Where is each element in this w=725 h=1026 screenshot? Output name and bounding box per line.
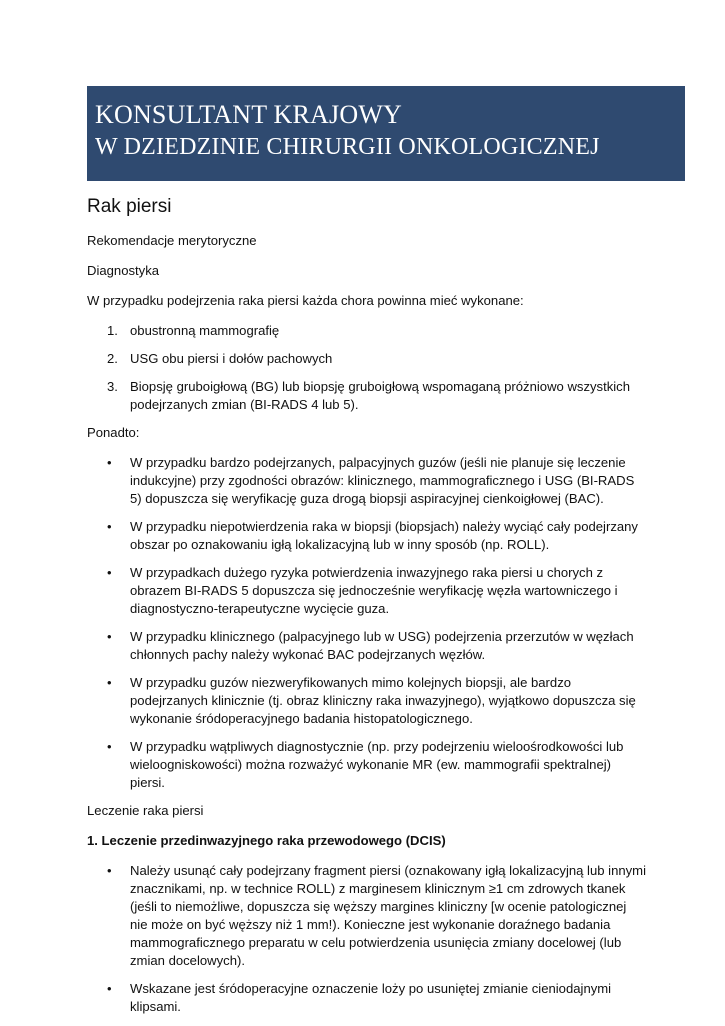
list-item bbox=[87, 350, 647, 368]
bullet-text: W przypadkach dużego ryzyka potwierdzenia inwazyjnego raka piersi u chorych z obrazem BI-RADS 5 dopuszcza się jednocześnie weryfikację węzła wartowniczego i diagnostyczno-terapeutyczne wycięcie guza. bbox=[130, 565, 618, 616]
heading-dcis: 1. Leczenie przedinwazyjnego raka przewodowego (DCIS) bbox=[87, 833, 446, 848]
bullet-icon: • bbox=[107, 455, 112, 470]
banner-title-line2: W DZIEDZINIE CHIRURGII ONKOLOGICZNEJ bbox=[95, 134, 600, 160]
page-title: Rak piersi bbox=[87, 196, 172, 217]
bullet-item bbox=[87, 628, 647, 664]
diagnostics-bullet-list bbox=[87, 454, 647, 792]
list-number: 1. bbox=[107, 323, 118, 338]
list-number: 2. bbox=[107, 351, 118, 366]
list-item-text: obustronną mammografię bbox=[130, 323, 280, 338]
bullet-text: Wskazane jest śródoperacyjne oznaczenie loży po usuniętej zmianie cieniodajnymi klipsami. bbox=[130, 981, 612, 1014]
ponadto-label: Ponadto: bbox=[87, 425, 140, 440]
bullet-item bbox=[87, 862, 647, 970]
bullet-icon: • bbox=[107, 739, 112, 754]
bullet-text: W przypadku niepotwierdzenia raka w biopsji (biopsjach) należy wyciąć cały podejrzany obszar po oznakowaniu igłą lokalizacyjną lub w inny sposób (np. ROLL). bbox=[130, 519, 638, 552]
intro-paragraph: W przypadku podejrzenia raka piersi każda chora powinna mieć wykonane: bbox=[87, 293, 524, 308]
bullet-item bbox=[87, 674, 647, 728]
list-item-text: Biopsję gruboigłową (BG) lub biopsję gruboigłową wspomaganą próżniowo wszystkich podejrzanych zmian (BI-RADS 4 lub 5). bbox=[130, 379, 631, 412]
bullet-item bbox=[87, 564, 647, 618]
document-body bbox=[87, 190, 647, 1026]
bullet-item bbox=[87, 518, 647, 554]
section-heading-diagnostyka: Diagnostyka bbox=[87, 263, 160, 278]
list-item bbox=[87, 322, 647, 340]
list-item-text: USG obu piersi i dołów pachowych bbox=[130, 351, 333, 366]
subtitle: Rekomendacje merytoryczne bbox=[87, 233, 257, 248]
bullet-text: Należy usunąć cały podejrzany fragment piersi (oznakowany igłą lokalizacyjną lub innymi znacznikami, np. w technice ROLL) z marginesem klinicznym ≥1 cm zdrowych tkanek (jeśli to niemożliwe, dopuszcza się węższy margines kliniczny [w ocenie patologicznej nie może on być węższy niż 1 mm!). Konieczne jest wykonanie doraźnego badania mammograficznego preparatu w celu potwierdzenia usunięcia zmiany docelowej (lub zmian docelowych). bbox=[130, 863, 647, 968]
bullet-icon: • bbox=[107, 863, 112, 878]
bullet-text: W przypadku guzów niezweryfikowanych mimo kolejnych biopsji, ale bardzo podejrzanych klinicznie (tj. obraz kliniczny raka inwazyjnego), wyjątkowo dopuszcza się wykonanie śródoperacyjnego badania histopatologicznego. bbox=[130, 675, 636, 726]
header-banner bbox=[87, 86, 685, 181]
numbered-list bbox=[87, 322, 647, 414]
bullet-icon: • bbox=[107, 981, 112, 996]
bullet-icon: • bbox=[107, 565, 112, 580]
bullet-item bbox=[87, 738, 647, 792]
banner-title-line1: KONSULTANT KRAJOWY bbox=[95, 100, 403, 129]
section-heading-leczenie: Leczenie raka piersi bbox=[87, 803, 204, 818]
list-number: 3. bbox=[107, 379, 118, 394]
bullet-icon: • bbox=[107, 629, 112, 644]
bullet-icon: • bbox=[107, 519, 112, 534]
bullet-text: W przypadku bardzo podejrzanych, palpacyjnych guzów (jeśli nie planuje się leczenie indukcyjne) przy zgodności obrazów: klinicznego, mammograficznego i USG (BI-RADS 5) dopuszcza się weryfikację guza drogą biopsji aspiracyjnej cienkoigłowej (BAC). bbox=[130, 455, 635, 506]
dcis-bullet-list bbox=[87, 862, 647, 1016]
bullet-text: W przypadku klinicznego (palpacyjnego lub w USG) podejrzenia przerzutów w węzłach chłonnych pachy należy wykonać BAC podejrzanych węzłów. bbox=[130, 629, 634, 662]
list-item bbox=[87, 378, 647, 414]
bullet-icon: • bbox=[107, 675, 112, 690]
bullet-item bbox=[87, 980, 647, 1016]
bullet-item bbox=[87, 454, 647, 508]
bullet-text: W przypadku wątpliwych diagnostycznie (np. przy podejrzeniu wieloośrodkowości lub wieloogniskowości) można rozważyć wykonanie MR (ew. mammografii spektralnej) piersi. bbox=[130, 739, 624, 790]
